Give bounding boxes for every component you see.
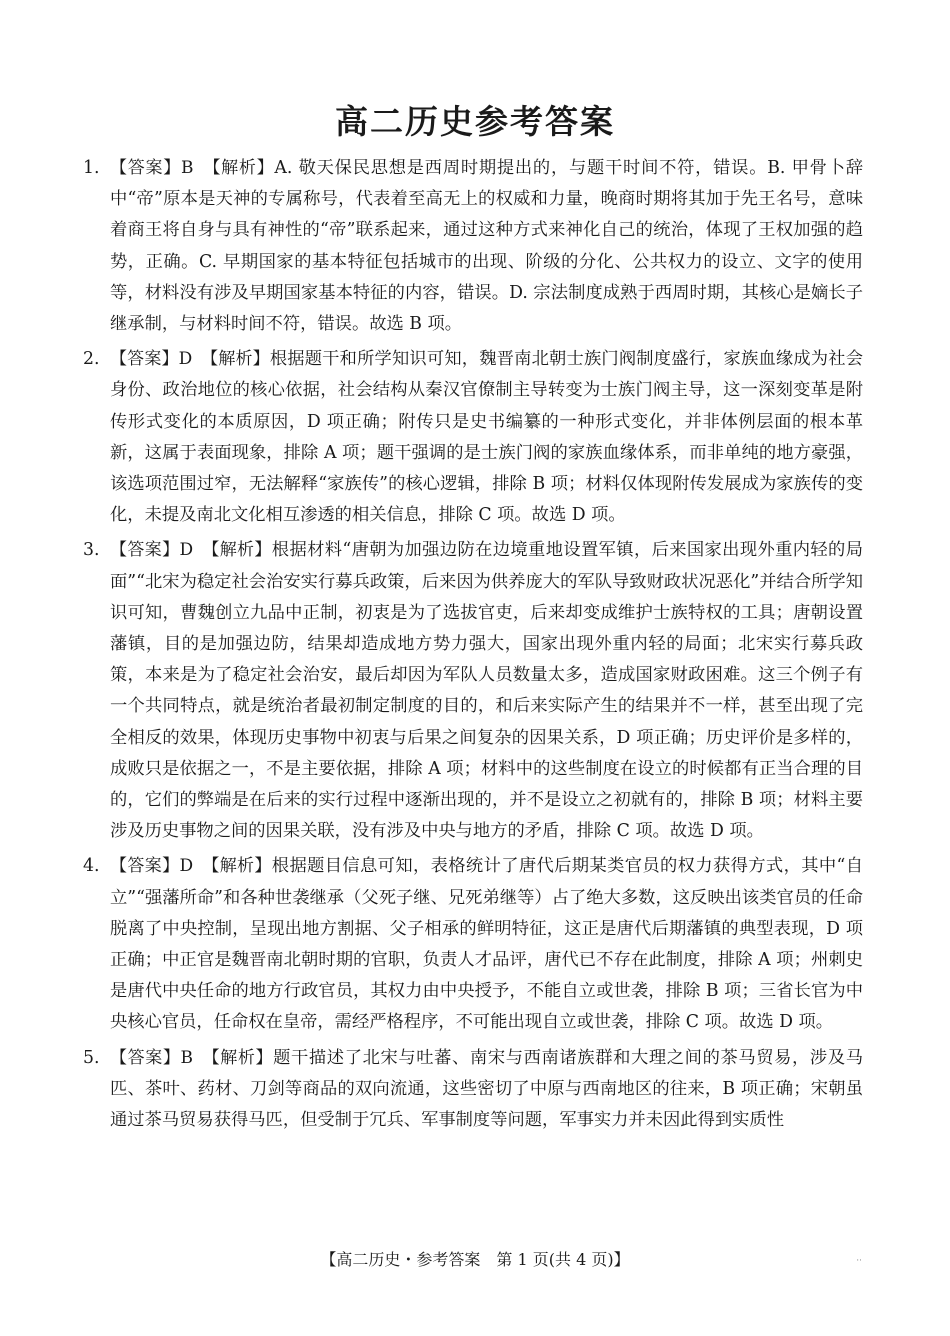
question-number: 1.: [83, 158, 100, 178]
question-number: 4.: [83, 856, 100, 877]
explanation-text: 根据题目信息可知，表格统计了唐代后期某类官员的权力获得方式，其中“自立”“强藩所命”和各种世袭继承（父死子继、兄死弟继等）占了绝大多数，这反映出该类官员的任命脱离了中央控制，呈现出地方割据、父子相承的鲜明特征，这正是唐代后期藩镇的典型表现，D 项正确；中正官是魏晋南北朝时期的官职，负责人才品评，唐代已不存在此制度，排除 A 项；州刺史是唐代中央任命的地方行政官员，其权力由中央授予，不能自立或世袭，排除 B 项；三省长官为中央核心官员，任命权在皇帝，需经严格程序，不可能出现自立或世袭，排除 C 项。故选 D 项。: [110, 856, 863, 1033]
question-2: [83, 344, 863, 531]
corner-mark: ··: [856, 1256, 862, 1266]
question-number: 3.: [83, 540, 100, 561]
explanation-text: A. 敬天保民思想是西周时期提出的，与题干时间不符，错误。B. 甲骨卜辞中“帝”原本是天神的专属称号，代表着至高无上的权威和力量，晚商时期将其加于先王名号，意味着商王将自身与具有神性的“帝”联系起来，通过这种方式来神化自己的统治，体现了王权加强的趋势，正确。C. 早期国家的基本特征包括城市的出现、阶级的分化、公共权力的设立、文字的使用等，材料没有涉及早期国家基本特征的内容，错误。D. 宗法制度成熟于西周时期，其核心是嫡长子继承制，与材料时间不符，错误。故选 B 项。: [110, 158, 864, 335]
answer-tag: 【答案】B 【解析】: [110, 1047, 274, 1068]
answer-tag: 【答案】D 【解析】: [110, 856, 272, 877]
explanation-text: 根据材料“唐朝为加强边防在边境重地设置军镇，后来国家出现外重内轻的局面”“北宋为稳定社会治安实行募兵政策，后来因为供养庞大的军队导致财政状况恶化”并结合所学知识可知，曹魏创立九品中正制，初衷是为了选拔官吏，后来却变成维护士族特权的工具；唐朝设置藩镇，目的是加强边防，结果却造成地方势力强大，国家出现外重内轻的局面；北宋实行募兵政策，本来是为了稳定社会治安，最后却因为军队人员数量太多，造成国家财政困难。这三个例子有一个共同特点，就是统治者最初制定制度的目的，和后来实际产生的结果并不一样，甚至出现了完全相反的效果，体现历史事物中初衷与后果之间复杂的因果关系，D 项正确；历史评价是多样的，成败只是依据之一，不是主要依据，排除 A 项；材料中的这些制度在设立的时候都有正当合理的目的，它们的弊端是在后来的实行过程中逐渐出现的，并不是设立之初就有的，排除 B 项；材料主要涉及历史事物之间的因果关联，没有涉及中央与地方的矛盾，排除 C 项。故选 D 项。: [110, 540, 863, 842]
page-footer: 【高二历史・参考答案 第 1 页(共 4 页)】: [320, 1250, 630, 1269]
answer-tag: 【答案】D 【解析】: [110, 349, 270, 370]
question-number: 2.: [83, 349, 100, 370]
explanation-text: 根据题干和所学知识可知，魏晋南北朝士族门阀制度盛行，家族血缘成为社会身份、政治地位的核心依据，社会结构从秦汉官僚制主导转变为士族门阀主导，这一深刻变革是附传形式变化的本质原因，D 项正确；附传只是史书编纂的一种形式变化，并非体例层面的根本革新，这属于表面现象，排除 A 项；题干强调的是士族门阀的家族血缘体系，而非单纯的地方豪强，该选项范围过窄，无法解释“家族传”的核心逻辑，排除 B 项；材料仅体现附传发展成为家族传的变化，未提及南北文化相互渗透的相关信息，排除 C 项。故选 D 项。: [110, 349, 863, 526]
answer-list: [83, 153, 863, 1140]
answer-tag: 【答案】D 【解析】: [110, 540, 272, 561]
question-number: 5.: [83, 1047, 100, 1068]
question-3: [83, 535, 863, 847]
answer-tag: 【答案】B 【解析】: [110, 158, 275, 178]
question-4: [83, 851, 863, 1038]
question-1: [83, 153, 863, 340]
question-5: [83, 1043, 863, 1137]
page-title: 高二历史参考答案: [335, 102, 615, 141]
explanation-text: 题干描述了北宋与吐蕃、南宋与西南诸族群和大理之间的茶马贸易，涉及马匹、茶叶、药材、刀剑等商品的双向流通，这些密切了中原与西南地区的往来，B 项正确；宋朝虽通过茶马贸易获得马匹，但受制于冗兵、军事制度等问题，军事实力并未因此得到实质性: [110, 1047, 863, 1131]
